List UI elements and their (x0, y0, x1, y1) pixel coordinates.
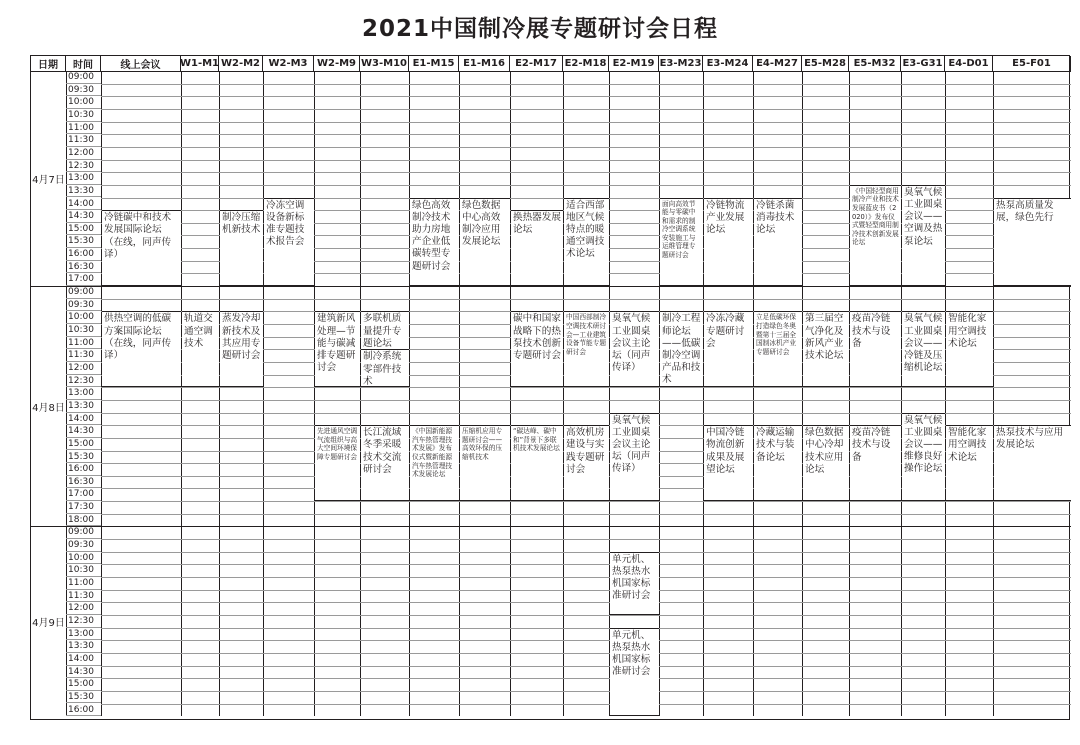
time-slot: 18:00 (66, 514, 101, 527)
slot-line (101, 691, 1071, 692)
session-block[interactable]: 冷藏运输技术与装备论坛 (754, 425, 802, 501)
slot-line (101, 160, 1071, 161)
slot-line (101, 172, 1071, 173)
time-slot: 14:00 (66, 653, 101, 666)
column-header: E2-M18 (563, 56, 609, 71)
time-slot: 10:30 (66, 324, 101, 337)
session-block[interactable]: 冷冻冷藏专题研讨会 (704, 311, 753, 387)
session-block[interactable]: 第三届空气净化及新风产业技术论坛 (803, 311, 849, 387)
time-slot: 12:00 (66, 147, 101, 160)
column-divider (993, 71, 994, 716)
column-header: W2-M2 (219, 56, 263, 71)
slot-line (101, 147, 1071, 148)
session-block[interactable]: 《中国轻型商用制冷产业和技术发展蓝皮书（2020）》发布仪式暨轻型商用制冷技术创新发展论坛 (850, 185, 901, 286)
column-divider (945, 71, 946, 716)
column-divider (219, 71, 220, 716)
time-slot: 12:00 (66, 362, 101, 375)
time-slot: 12:30 (66, 375, 101, 388)
slot-line (101, 84, 1071, 85)
time-slot: 09:00 (66, 286, 101, 299)
time-slot: 16:30 (66, 261, 101, 274)
session-block[interactable]: 高效机房建设与实践专题研讨会 (564, 425, 609, 501)
date-label: 4月8日 (32, 402, 65, 414)
column-header: E5-M32 (849, 56, 901, 71)
column-header: E5-M28 (802, 56, 849, 71)
time-slot: 10:30 (66, 109, 101, 122)
time-slot: 15:00 (66, 438, 101, 451)
slot-line (101, 109, 1071, 110)
column-divider (753, 71, 754, 716)
column-divider (510, 71, 511, 716)
session-block[interactable]: 冷冻空调设备新标准专题技术报告会 (264, 198, 314, 287)
column-header: 线上会议 (101, 56, 181, 71)
time-slot: 15:30 (66, 235, 101, 248)
time-slot: 13:00 (66, 172, 101, 185)
time-slot: 09:30 (66, 299, 101, 312)
session-block[interactable]: 制冷系统零部件技术 (361, 349, 409, 387)
slot-line (101, 299, 1071, 300)
column-header: 时间 (66, 56, 101, 71)
session-block[interactable]: 蒸发冷却新技术及其应用专题研讨会 (220, 311, 263, 387)
session-block[interactable]: 热泵高质量发展，绿色先行 (994, 198, 1071, 287)
date-label: 4月7日 (32, 175, 65, 187)
session-block[interactable]: 绿色高效制冷技术助力房地产企业低碳转型专题研讨会 (410, 198, 459, 287)
session-block[interactable]: 冷链杀菌消毒技术论坛 (754, 198, 802, 287)
column-header: E5-F01 (993, 56, 1071, 71)
time-slot: 16:00 (66, 463, 101, 476)
column-divider (659, 71, 660, 716)
session-block[interactable]: 疫苗冷链技术与设备 (850, 311, 901, 387)
session-block[interactable]: 先进通风空调气流组织与高大空间环境保障专题研讨会 (315, 425, 360, 501)
time-slot: 10:30 (66, 564, 101, 577)
time-slot: 13:30 (66, 400, 101, 413)
slot-line (101, 653, 1071, 654)
slot-line (101, 96, 1071, 97)
column-divider (849, 71, 850, 716)
slot-line (101, 577, 1071, 578)
column-divider (314, 71, 315, 716)
column-header: W2-M9 (314, 56, 360, 71)
time-slot: 11:30 (66, 134, 101, 147)
column-header: E1-M15 (409, 56, 459, 71)
column-divider (263, 71, 264, 716)
session-block[interactable]: 绿色数据中心高效制冷应用发展论坛 (460, 198, 510, 287)
column-header: W1-M1 (179, 58, 220, 69)
time-slot: 15:00 (66, 223, 101, 236)
time-slot: 09:30 (66, 539, 101, 552)
slot-line (101, 514, 1071, 515)
time-slot: 13:00 (66, 628, 101, 641)
session-block[interactable]: 冷链物流产业发展论坛 (704, 198, 753, 287)
column-divider (181, 71, 182, 716)
session-block[interactable]: 面向高效节能与零碳中和需求的制冷空调系统安装施工与运维管理专题研讨会 (660, 198, 703, 287)
time-slot: 09:30 (66, 84, 101, 97)
session-block[interactable]: 热泵技术与应用发展论坛 (994, 425, 1071, 501)
column-header: E3-G31 (901, 56, 945, 71)
session-block[interactable]: 碳中和国家战略下的热泵技术创新专题研讨会 (511, 311, 563, 387)
schedule-table (30, 55, 1070, 720)
time-slot: 10:00 (66, 96, 101, 109)
time-slot: 15:30 (66, 451, 101, 464)
day-divider (31, 286, 1071, 287)
session-block[interactable]: 臭氧气候工业圆桌会议主论坛（同声传译） (610, 413, 659, 502)
day-divider (31, 526, 1071, 527)
session-block[interactable]: 轨道交通空调技术 (182, 311, 219, 387)
session-block[interactable]: 立足低碳环保打造绿色冬奥暨第十三届全国制冰机产业专题研讨会 (754, 311, 802, 387)
session-block[interactable]: 臭氧气候工业圆桌会议——空调及热泵论坛 (902, 185, 945, 286)
time-slot: 11:30 (66, 590, 101, 603)
column-header: E1-M16 (459, 56, 510, 71)
session-block[interactable]: 臭氧气候工业圆桌会议——冷链及压缩机论坛 (902, 311, 945, 387)
slot-line (101, 678, 1071, 679)
column-divider (409, 71, 410, 716)
column-header: W2-M3 (263, 56, 314, 71)
session-block[interactable]: 绿色数据中心冷却技术应用论坛 (803, 425, 849, 501)
column-header: E2-M19 (609, 56, 659, 71)
session-block[interactable]: 压缩机应用专题研讨会——高效环保的压缩机技术 (460, 425, 510, 501)
time-slot: 17:30 (66, 501, 101, 514)
session-block[interactable]: 换热器发展论坛 (511, 210, 563, 286)
time-slot: 10:00 (66, 552, 101, 565)
session-block[interactable]: 适合西部地区气候特点的暖通空调技术论坛 (564, 198, 609, 287)
session-block[interactable]: 长江流域冬季采暖技术交流研讨会 (361, 425, 409, 501)
column-header: E4-D01 (945, 56, 993, 71)
time-slot: 11:00 (66, 577, 101, 590)
slot-line (101, 666, 1071, 667)
slot-line (101, 640, 1071, 641)
session-block[interactable]: 单元机、热泵热水机国家标准研讨会 (610, 552, 659, 615)
session-block[interactable]: 供热空调的低碳方案国际论坛（在线，同声传译） (102, 311, 181, 387)
column-header: 日期 (31, 56, 66, 71)
session-block[interactable]: 中国西部制冷空调技术研讨会—工业建筑设备节能专题研讨会 (564, 311, 609, 387)
time-slot: 14:00 (66, 413, 101, 426)
column-divider (802, 71, 803, 716)
time-slot: 16:30 (66, 476, 101, 489)
time-slot: 14:30 (66, 425, 101, 438)
slot-line (101, 387, 1071, 388)
session-block[interactable]: 冷链碳中和技术发展国际论坛（在线，同声传译） (102, 210, 181, 286)
session-block[interactable]: 臭氧气候工业圆桌会议——维修良好操作论坛 (902, 413, 945, 502)
time-slot: 11:30 (66, 349, 101, 362)
column-header: E4-M27 (753, 56, 802, 71)
header-divider (31, 71, 1071, 72)
slot-line (101, 539, 1071, 540)
column-divider (901, 71, 902, 716)
column-divider (609, 71, 610, 716)
slot-line (101, 590, 1071, 591)
time-slot: 15:30 (66, 691, 101, 704)
column-divider (360, 71, 361, 716)
time-slot: 12:30 (66, 615, 101, 628)
session-block[interactable]: 《中国新能源汽车热管理技术发展》发布仪式暨新能源汽车热管理技术发展论坛 (410, 425, 459, 501)
time-slot: 11:00 (66, 337, 101, 350)
time-slot: 14:30 (66, 666, 101, 679)
time-slot: 16:00 (66, 704, 101, 717)
column-header: E3-M23 (659, 58, 702, 69)
slot-line (101, 615, 1071, 616)
column-divider (563, 71, 564, 716)
column-header: W3-M10 (360, 58, 407, 69)
session-block[interactable]: 制冷工程师论坛——低碳制冷空调产品和技术 (660, 311, 703, 387)
session-block[interactable]: 疫苗冷链技术与设备 (850, 425, 901, 501)
time-slot: 16:00 (66, 248, 101, 261)
session-block[interactable]: 多联机质量提升专题论坛 (361, 311, 409, 362)
column-divider (101, 71, 102, 716)
time-slot: 11:00 (66, 122, 101, 135)
time-slot: 13:00 (66, 387, 101, 400)
slot-line (101, 628, 1071, 629)
time-slot: 12:30 (66, 160, 101, 173)
slot-line (101, 602, 1071, 603)
slot-line (101, 400, 1071, 401)
column-header: E3-M24 (703, 56, 753, 71)
date-label: 4月9日 (32, 617, 65, 629)
session-block[interactable]: 中国冷链物流创新成果及展望论坛 (704, 425, 753, 501)
time-slot: 15:00 (66, 678, 101, 691)
session-block[interactable]: 单元机、热泵热水机国家标准研讨会 (610, 628, 659, 717)
page-title: 2021中国制冷展专题研讨会日程 (361, 16, 718, 42)
time-slot: 17:00 (66, 488, 101, 501)
session-block[interactable]: 建筑新风处理—节能与碳减排专题研讨会 (315, 311, 360, 387)
session-block[interactable]: 制冷压缩机新技术 (220, 210, 263, 286)
time-slot: 17:00 (66, 273, 101, 286)
slot-line (101, 552, 1071, 553)
session-block[interactable]: 智能化家用空调技术论坛 (946, 425, 993, 501)
time-slot: 09:00 (66, 526, 101, 539)
slot-line (101, 704, 1071, 705)
column-divider (459, 71, 460, 716)
slot-line (101, 134, 1071, 135)
time-slot: 13:30 (66, 185, 101, 198)
column-header: E2-M17 (510, 56, 563, 71)
session-block[interactable]: 臭氧气候工业圆桌会议主论坛（同声传译） (610, 311, 659, 387)
column-divider (703, 71, 704, 716)
session-block[interactable]: “碳达峰、碳中和”背景下多联机技术发展论坛 (511, 425, 563, 501)
session-block[interactable]: 智能化家用空调技术论坛 (946, 311, 993, 387)
time-slot: 14:30 (66, 210, 101, 223)
time-slot: 10:00 (66, 311, 101, 324)
slot-line (101, 501, 1071, 502)
time-slot: 13:30 (66, 640, 101, 653)
slot-line (101, 122, 1071, 123)
time-slot: 14:00 (66, 198, 101, 211)
time-slot: 12:00 (66, 602, 101, 615)
slot-line (101, 564, 1071, 565)
time-slot: 09:00 (66, 71, 101, 84)
